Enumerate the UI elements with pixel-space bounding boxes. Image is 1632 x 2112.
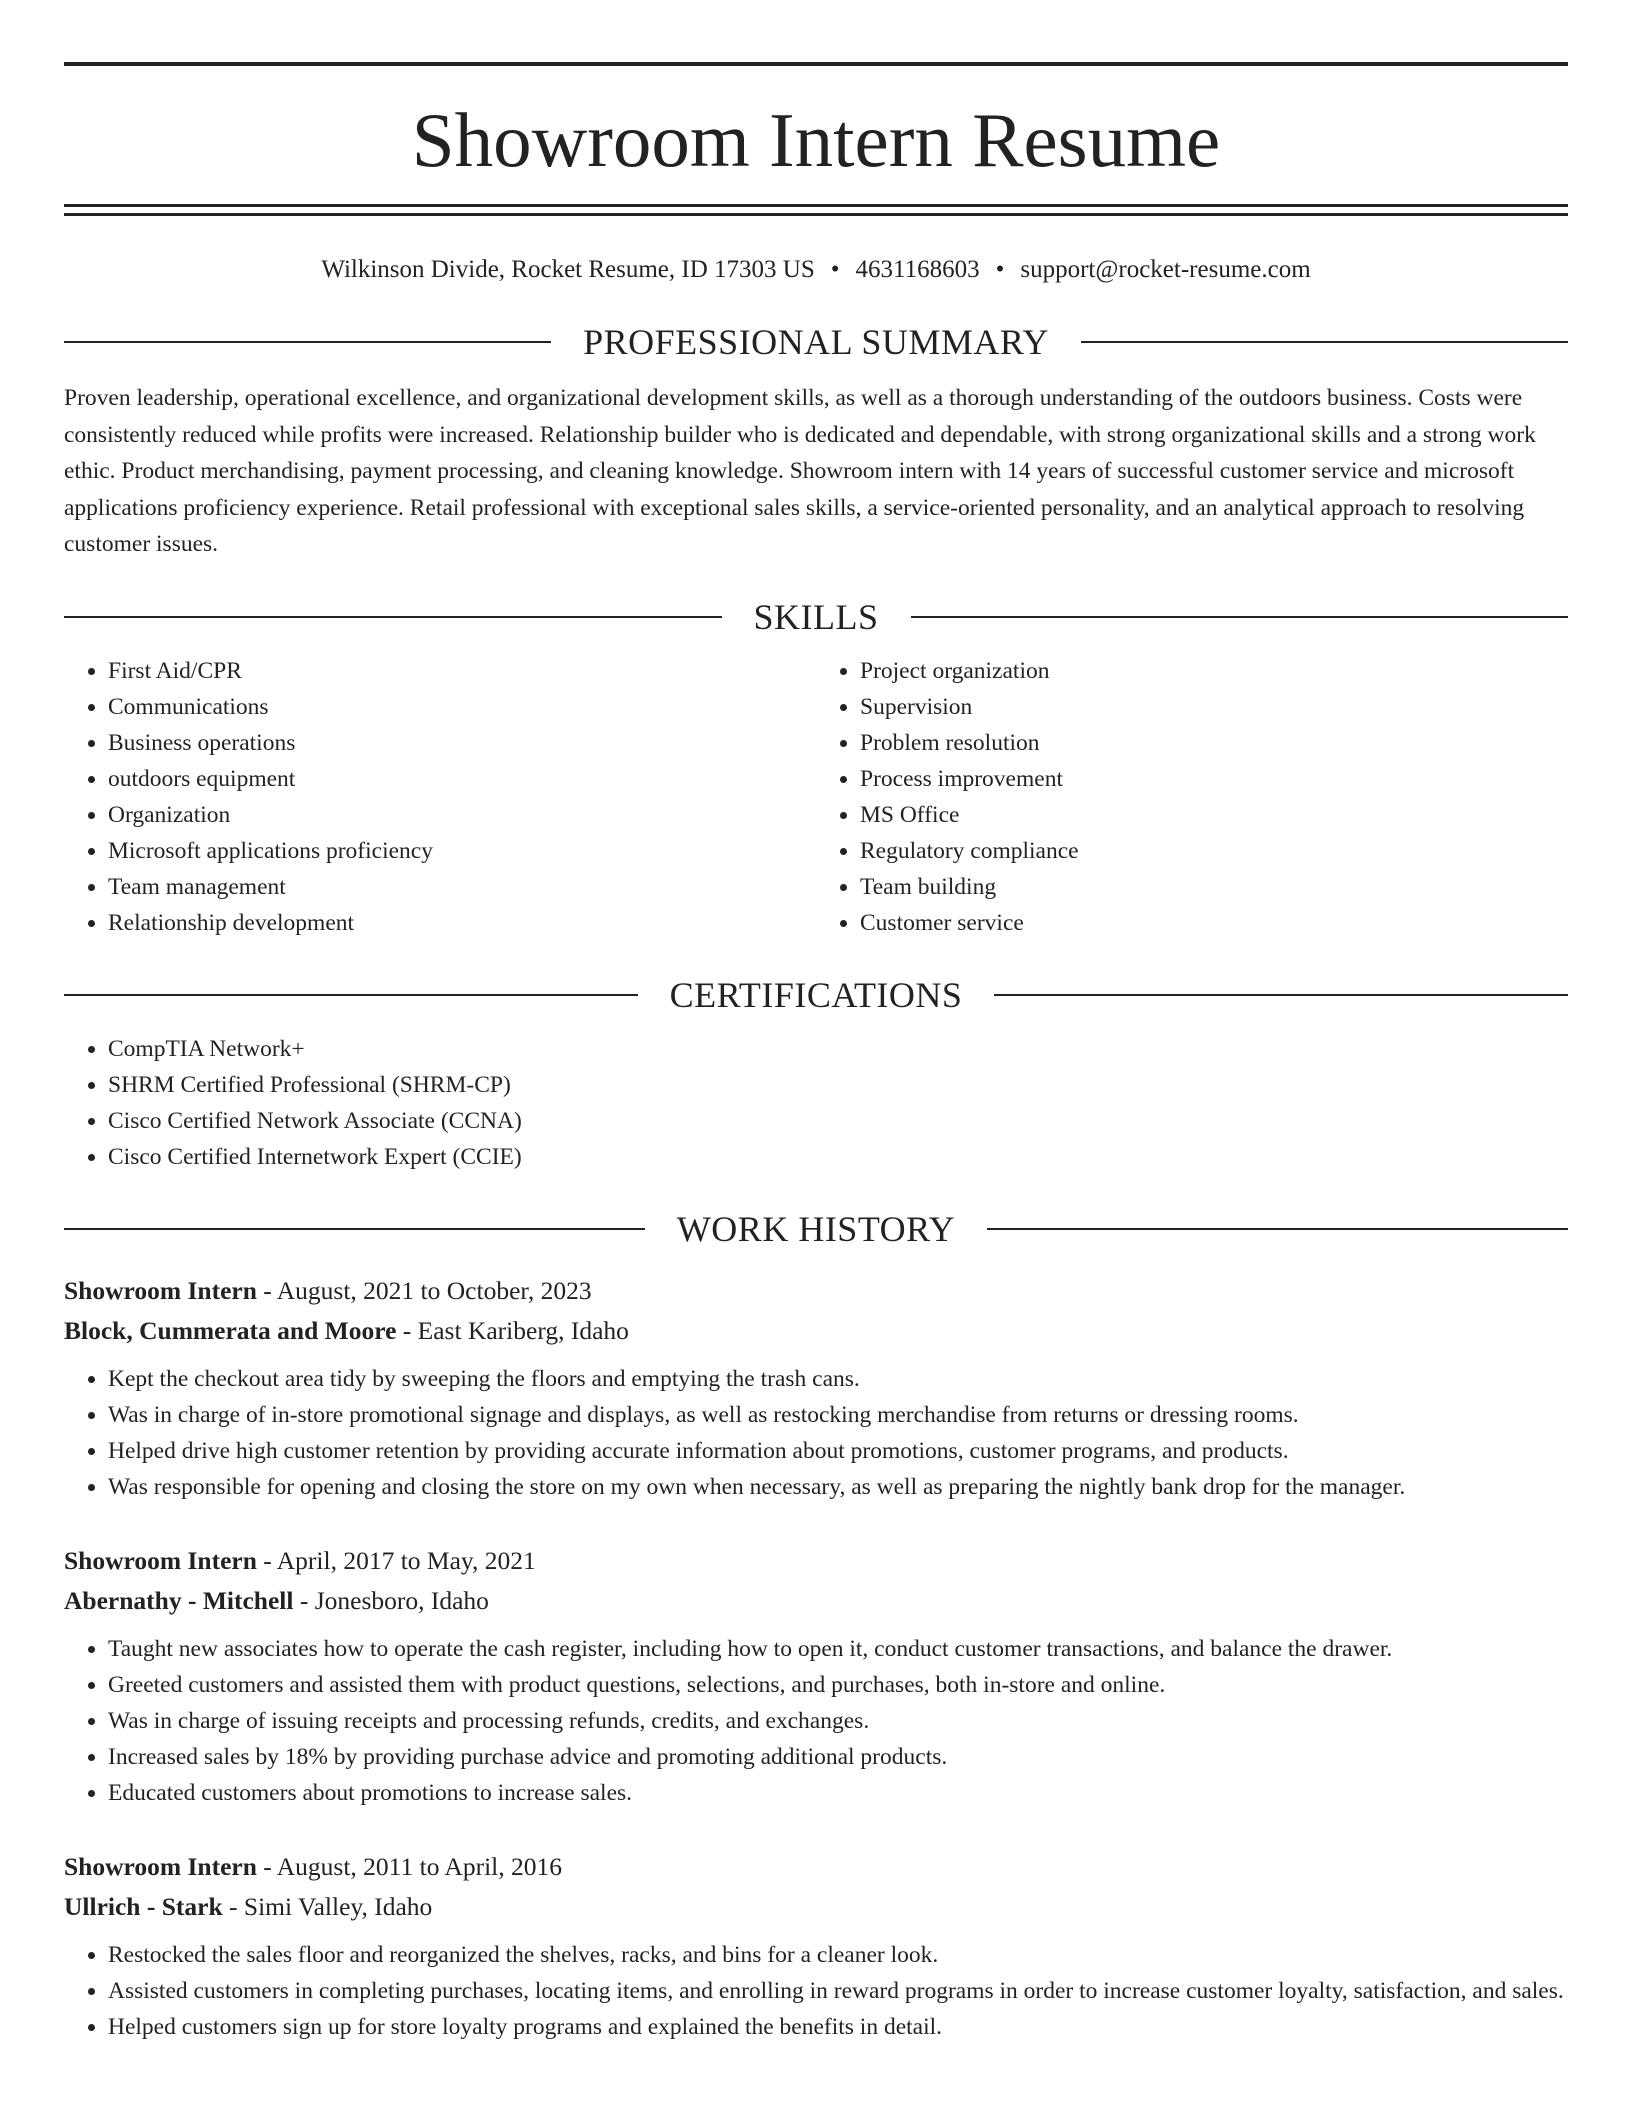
skill-item: • Organization [108, 797, 816, 833]
skills-column-left [64, 653, 816, 941]
contact-separator: • [995, 256, 1005, 283]
section-header-certifications [64, 971, 1568, 1019]
skill-item: • Business operations [108, 725, 816, 761]
job-bullets [64, 1631, 1568, 1811]
job-bullet: • Assisted customers in completing purchases, locating items, and enrolling in reward programs in order to increase customer loyalty, satisfaction, and sales. [108, 1973, 1568, 2009]
certification-item: • Cisco Certified Internetwork Expert (CCIE) [108, 1139, 1568, 1175]
certification-item: • Cisco Certified Network Associate (CCNA) [108, 1103, 1568, 1139]
job-entry [64, 1541, 1568, 1811]
section-rule [911, 616, 1569, 618]
job-bullet: • Educated customers about promotions to increase sales. [108, 1775, 1568, 1811]
certification-item: • CompTIA Network+ [108, 1031, 1568, 1067]
job-dates: - April, 2017 to May, 2021 [256, 1545, 536, 1575]
certifications-list [64, 1031, 1568, 1175]
skill-item: • Problem resolution [860, 725, 1568, 761]
skill-item: • Project organization [860, 653, 1568, 689]
section-rule [64, 1228, 645, 1230]
job-bullet: • Greeted customers and assisted them with product questions, selections, and purchases, both in-store and online. [108, 1667, 1568, 1703]
contact-phone: 4631168603 [855, 256, 980, 283]
section-title-skills: SKILLS [753, 596, 879, 637]
job-company-line [64, 1887, 1568, 1927]
job-role-line [64, 1271, 1568, 1311]
job-bullet: • Increased sales by 18% by providing purchase advice and promoting additional products. [108, 1739, 1568, 1775]
section-rule [987, 1228, 1568, 1230]
job-bullet: • Taught new associates how to operate the cash register, including how to open it, conduct customer transactions, and balance the drawer. [108, 1631, 1568, 1667]
skills-list-left [64, 653, 816, 941]
job-dates: - August, 2021 to October, 2023 [256, 1275, 592, 1305]
contact-separator: • [830, 256, 840, 283]
contact-line [64, 252, 1568, 288]
section-rule [64, 341, 551, 343]
job-location: - East Kariberg, Idaho [396, 1315, 629, 1345]
job-role: Showroom Intern [64, 1545, 257, 1575]
job-role: Showroom Intern [64, 1851, 257, 1881]
job-dates: - August, 2011 to April, 2016 [256, 1851, 562, 1881]
job-entry [64, 1847, 1568, 2045]
section-rule [1081, 341, 1568, 343]
job-entry [64, 1271, 1568, 1505]
skill-item: • Supervision [860, 689, 1568, 725]
section-header-work-history [64, 1205, 1568, 1253]
skill-item: • Team management [108, 869, 816, 905]
job-location: - Jonesboro, Idaho [293, 1585, 489, 1615]
contact-email: support@rocket-resume.com [1020, 256, 1311, 283]
job-company: Abernathy - Mitchell [64, 1585, 294, 1615]
top-rule [64, 62, 1568, 66]
job-bullet: • Helped customers sign up for store loyalty programs and explained the benefits in detail. [108, 2009, 1568, 2045]
skills-column-right [816, 653, 1568, 941]
job-bullets [64, 1361, 1568, 1505]
skill-item: • MS Office [860, 797, 1568, 833]
job-role-line [64, 1847, 1568, 1887]
skill-item: • outdoors equipment [108, 761, 816, 797]
job-role-line [64, 1541, 1568, 1581]
contact-address: Wilkinson Divide, Rocket Resume, ID 17303 US [321, 256, 815, 283]
job-location: - Simi Valley, Idaho [222, 1891, 433, 1921]
section-title-work-history: WORK HISTORY [676, 1208, 956, 1249]
job-bullet: • Was in charge of in-store promotional signage and displays, as well as restocking merchandise from returns or dressing rooms. [108, 1397, 1568, 1433]
skills-columns [64, 653, 1568, 941]
job-company-line [64, 1581, 1568, 1621]
job-company-line [64, 1311, 1568, 1351]
section-header-skills [64, 593, 1568, 641]
summary-paragraph: Proven leadership, operational excellence, and organizational development skills, as well as a thorough understanding of the outdoors business. Costs were consistently reduced while profits were increased. Relationship builder who is dedicated and dependable, with strong organizational skills and a strong work ethic. Product merchandising, payment processing, and cleaning knowledge. Showroom intern with 14 years of successful customer service and microsoft applications proficiency experience. Retail professional with exceptional sales skills, a service-oriented personality, and an analytical approach to resolving customer issues. [64, 385, 1536, 557]
job-bullet: • Restocked the sales floor and reorganized the shelves, racks, and bins for a cleaner look. [108, 1937, 1568, 1973]
skill-item: • First Aid/CPR [108, 653, 816, 689]
skill-item: • Team building [860, 869, 1568, 905]
section-rule [64, 616, 722, 618]
section-title-summary: PROFESSIONAL SUMMARY [583, 322, 1049, 362]
skill-item: • Relationship development [108, 905, 816, 941]
section-header-summary [64, 318, 1568, 366]
skill-item: • Microsoft applications proficiency [108, 833, 816, 869]
job-bullet: • Was in charge of issuing receipts and processing refunds, credits, and exchanges. [108, 1703, 1568, 1739]
job-company: Block, Cummerata and Moore [64, 1315, 397, 1345]
skill-item: • Process improvement [860, 761, 1568, 797]
certification-item: • SHRM Certified Professional (SHRM-CP) [108, 1067, 1568, 1103]
job-bullets [64, 1937, 1568, 2045]
section-rule [64, 994, 638, 996]
section-title-certifications: CERTIFICATIONS [669, 974, 963, 1015]
skill-item: • Regulatory compliance [860, 833, 1568, 869]
page-title: Showroom Intern Resume [411, 97, 1221, 183]
skills-list-right [816, 653, 1568, 941]
job-bullet: • Helped drive high customer retention by providing accurate information about promotions, customer programs, and products. [108, 1433, 1568, 1469]
job-bullet: • Was responsible for opening and closing the store on my own when necessary, as well as preparing the nightly bank drop for the manager. [108, 1469, 1568, 1505]
job-bullet: • Kept the checkout area tidy by sweeping the floors and emptying the trash cans. [108, 1361, 1568, 1397]
job-company: Ullrich - Stark [64, 1891, 223, 1921]
section-rule [994, 994, 1568, 996]
job-role: Showroom Intern [64, 1275, 257, 1305]
skill-item: • Customer service [860, 905, 1568, 941]
skill-item: • Communications [108, 689, 816, 725]
title-double-rule [64, 204, 1568, 216]
